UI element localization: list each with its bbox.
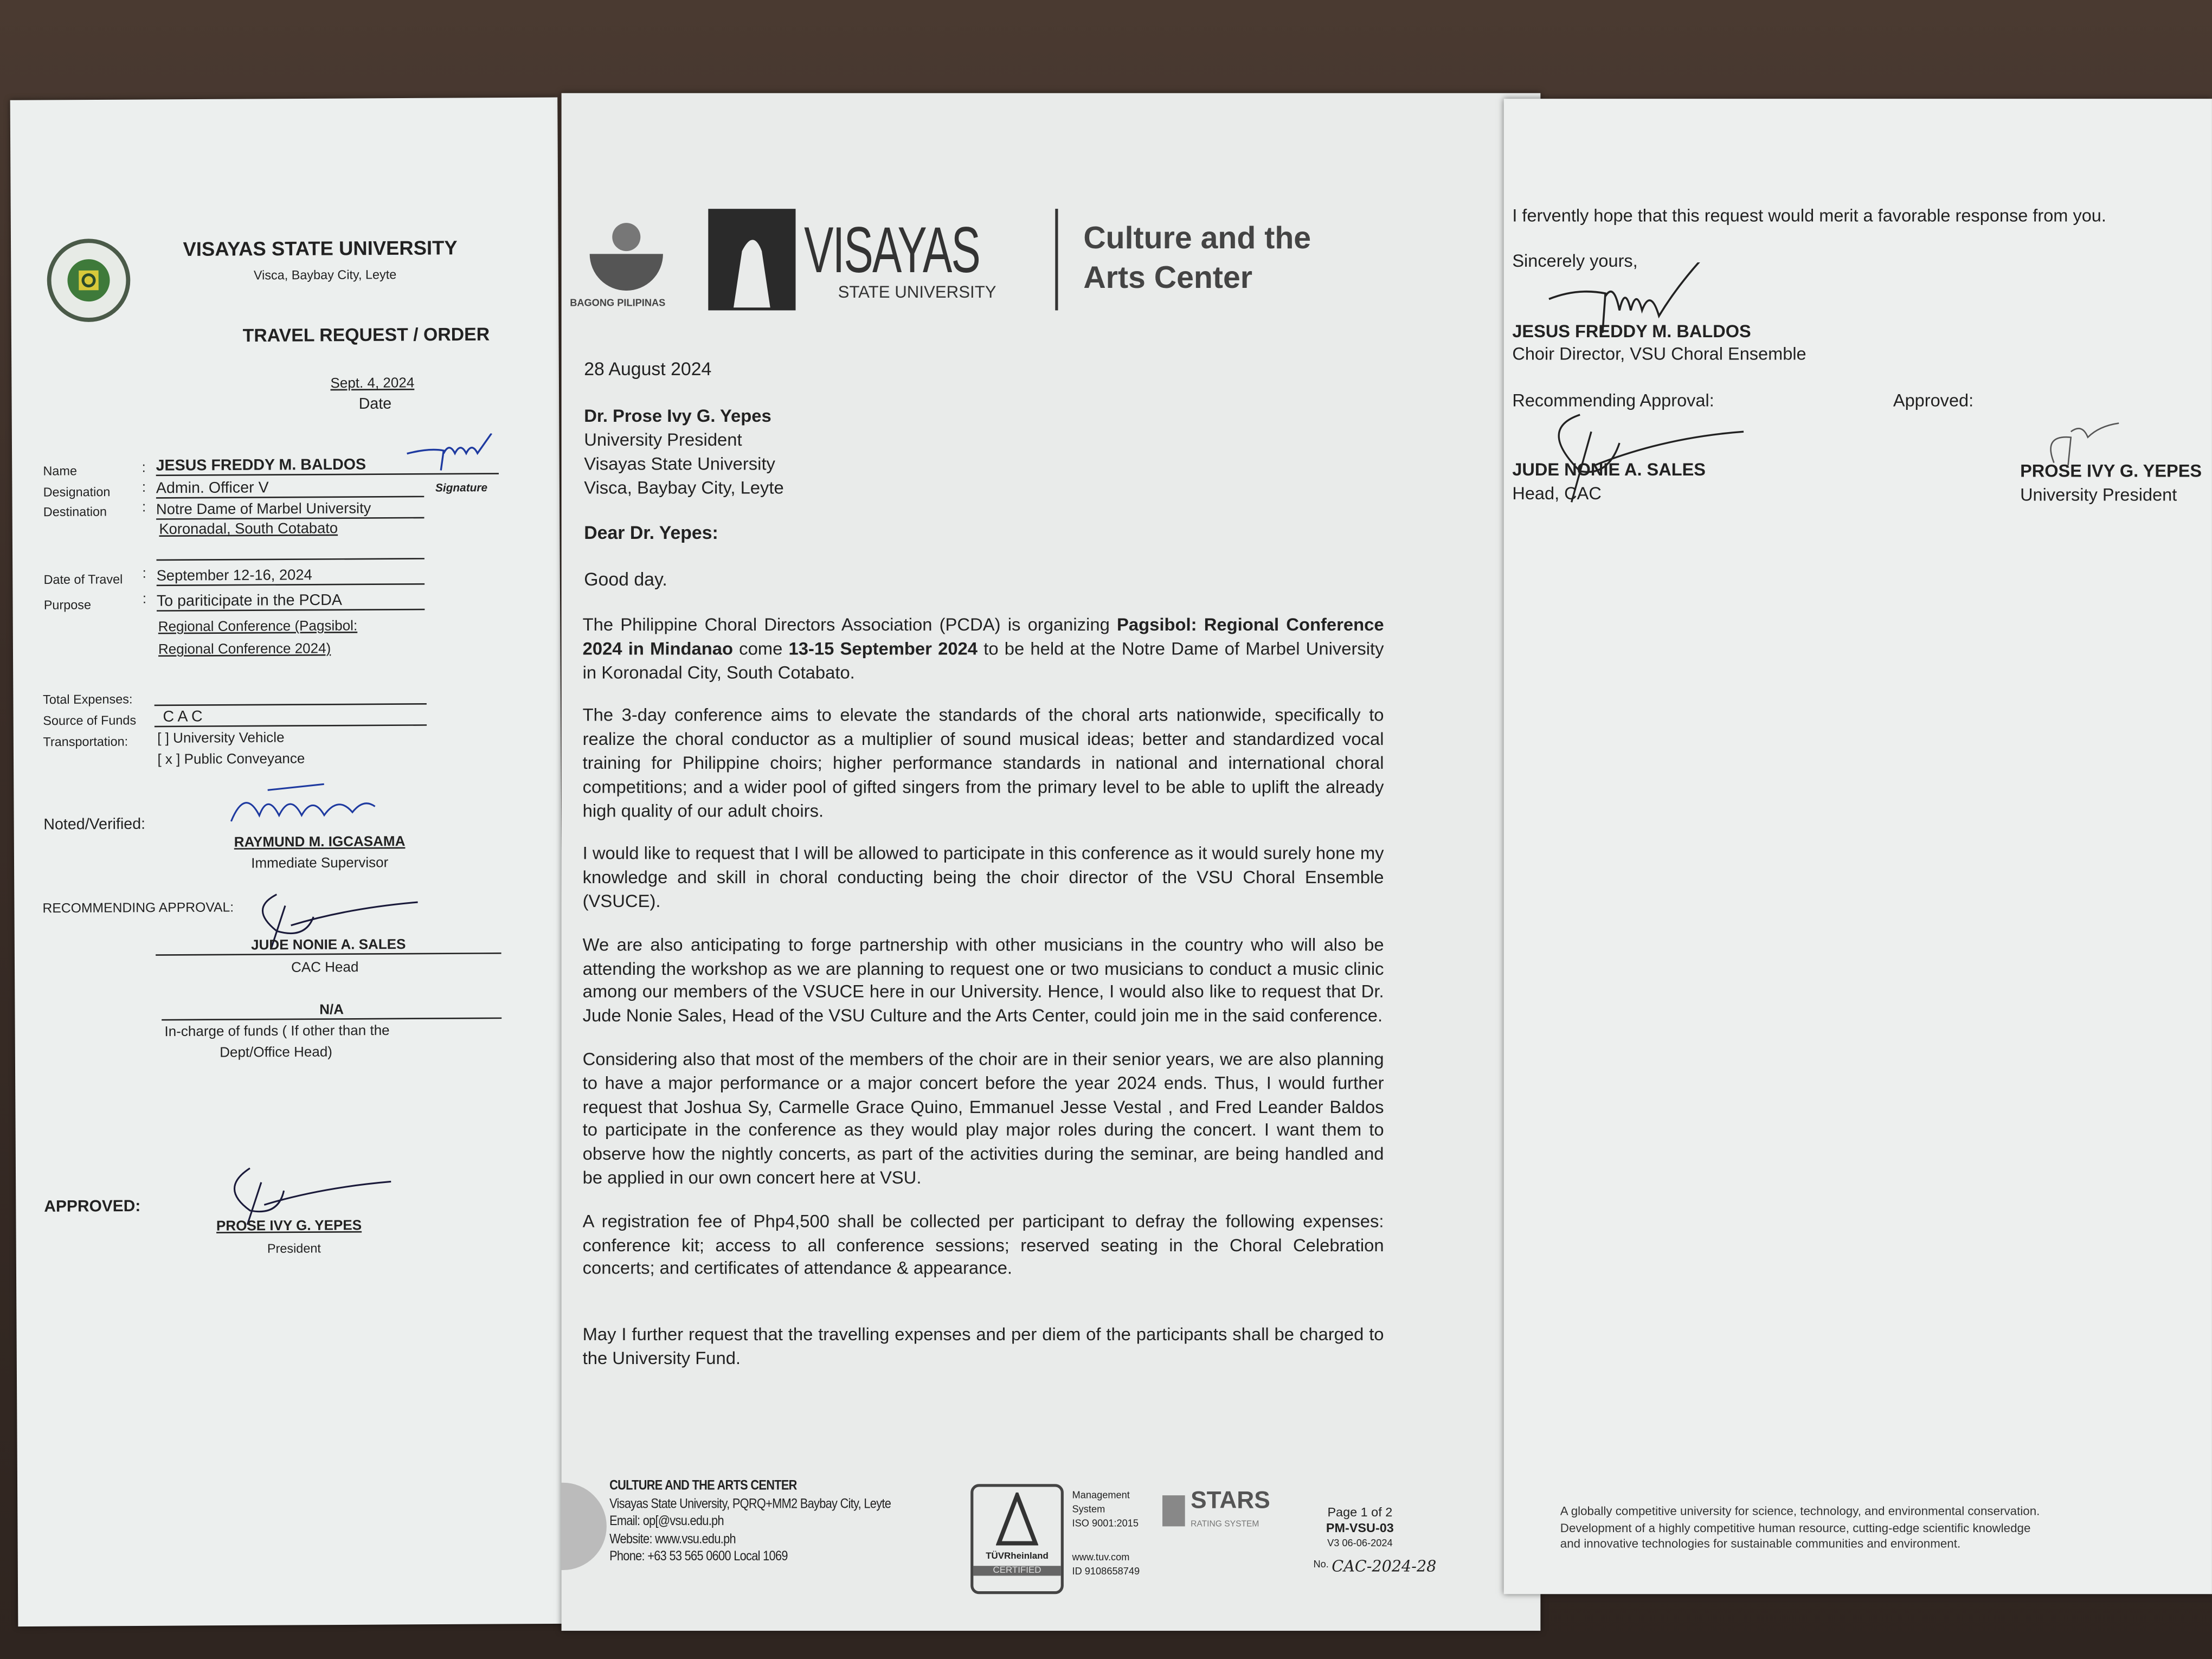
paragraph-4: We are also anticipating to forge partnership with other musicians in the country who will also be attending the workshop as we are planning to request one or two musicians to conduct a music clinic among our members of the VSUCE here in our University. Hence, I would also like to request that Dr. Jude Nonie Sales, Head of the VSU Culture and the Arts Center, could join me in the said conference. <box>582 935 1384 1026</box>
destination-label: Destination <box>43 504 107 519</box>
ms-line: Management <box>1072 1491 1130 1501</box>
control-number-label: No. <box>1313 1560 1329 1571</box>
source-of-funds-value: C A C <box>155 708 427 727</box>
page-number: Page 1 of 2 <box>1327 1505 1393 1520</box>
vsu-mission-footer <box>1560 1504 2040 1553</box>
mission-line: Development of a highly competitive human resource, cutting-edge scientific knowledge <box>1560 1520 2031 1534</box>
date-label: Date <box>358 396 392 413</box>
mission-line: A globally competitive university for science, technology, and environmental conservation. <box>1560 1503 2040 1518</box>
form-title: TRAVEL REQUEST / ORDER <box>242 323 490 346</box>
stars-sublabel: RATING SYSTEM <box>1191 1520 1259 1529</box>
qs-logo <box>1162 1495 1185 1526</box>
travel-date-label: Date of Travel <box>43 572 123 587</box>
visayas-wordmark: VISAYAS <box>804 213 980 287</box>
blank-line <box>156 538 425 561</box>
transportation-label: Transportation: <box>43 734 128 749</box>
recommender-name-2: JUDE NONIE A. SALES <box>1512 460 1706 480</box>
approver-signature-2 <box>2040 412 2138 468</box>
bagong-pilipinas-text: BAGONG PILIPINAS <box>570 299 666 309</box>
recipient-name: Dr. Prose Ivy G. Yepes <box>584 406 771 426</box>
author-title: Choir Director, VSU Choral Ensemble <box>1512 344 1806 364</box>
letter-date: 28 August 2024 <box>584 358 712 380</box>
name-label: Name <box>43 464 78 478</box>
approver-signature <box>222 1162 406 1227</box>
purpose-label: Purpose <box>43 597 92 613</box>
footer-address: Visayas State University, PQRQ+MM2 Baybay City, Leyte <box>609 1496 891 1512</box>
university-address: Visca, Baybay City, Leyte <box>253 267 397 282</box>
bagong-pilipinas-logo <box>581 211 672 291</box>
greeting: Good day. <box>584 568 667 590</box>
recommender-name: JUDE NONIE A. SALES <box>156 937 501 956</box>
request-date: Sept. 4, 2024 <box>330 376 415 392</box>
purpose-line3: Regional Conference 2024) <box>158 641 331 658</box>
funds-incharge-label-1: In-charge of funds ( If other than the <box>164 1024 390 1040</box>
approver-title: President <box>267 1241 321 1256</box>
supervisor-name: RAYMUND M. IGCASAMA <box>234 834 406 851</box>
colon: : <box>142 460 146 477</box>
transport-public-conveyance: [ x ] Public Conveyance <box>157 751 305 768</box>
paragraph-5: Considering also that most of the members of the choir are in their senior years, we are also planning to have a major performance or a major concert before the year 2024 ends. Thus, I would further request that Joshua Sy, Carmelle Grace Quino, Emmanuel Jesse Vestal , and Fred Leander Baldos to participate in the conference as they would play major roles during the concert. I want them to observe how the nightly concerts, as part of the activities during the seminar, are being handled and be applied in our own concert here at VSU. <box>582 1049 1384 1188</box>
recipient-block <box>584 405 784 501</box>
center-name-line2: Arts Center <box>1083 259 1253 295</box>
form-version: V3 06-06-2024 <box>1327 1539 1393 1549</box>
tuv-certified-badge <box>970 1484 1064 1594</box>
paragraph-1: The Philippine Choral Directors Association (PCDA) is organizing Pagsibol: Regional Conference 2024 in Mindanao come 13-15 September 2024 to be held at the Notre Dame of Marbel University in Koronadal City, South Cotabato. <box>582 615 1384 683</box>
paragraph-2: The 3-day conference aims to elevate the standards of the choral arts nationwide, specifically to realize the choral conductor as a multiplier of sound musical ideas; better and standardized vocal training for Philippine choirs; higher performance standards in national and international choral competitions; and a wider pool of gifted singers from the primary level to be able to uplift the already high quality of our adult choirs. <box>582 706 1384 821</box>
approver-name-2: PROSE IVY G. YEPES <box>2020 461 2202 481</box>
footer-website: Website: www.vsu.edu.ph <box>609 1531 736 1547</box>
purpose-line1: To pariticipate in the PCDA <box>157 592 425 612</box>
management-system-info <box>1072 1490 1140 1580</box>
letter-body <box>583 614 1384 1391</box>
colon: : <box>142 480 146 496</box>
footer-phone: Phone: +63 53 565 0600 Local 1069 <box>609 1548 788 1565</box>
footer-email: Email: op[@vsu.edu.ph <box>609 1513 724 1529</box>
designation-label: Designation <box>43 485 111 499</box>
approved-label-2: Approved: <box>1893 390 1974 411</box>
designation-value: Admin. Officer V <box>156 479 425 498</box>
destination-line1: Notre Dame of Marbel University <box>156 500 425 519</box>
paragraph-3: I would like to request that I will be allowed to participate in this conference as it would surely hone my knowledge and skill in choral conducting being the choir director of the VSU Choral Ensemble (VSUCE). <box>582 844 1384 911</box>
funds-incharge-value: N/A <box>162 1002 501 1021</box>
colon: : <box>142 566 146 582</box>
salutation: Dear Dr. Yepes: <box>584 522 718 543</box>
recommender-title-2: Head, CAC <box>1512 484 1602 504</box>
ms-line: ISO 9001:2015 <box>1072 1519 1139 1529</box>
control-number-value: CAC-2024-28 <box>1332 1557 1437 1576</box>
travel-order-document <box>10 98 565 1627</box>
ms-line: System <box>1072 1505 1105 1515</box>
approver-name: PROSE IVY G. YEPES <box>216 1218 362 1235</box>
recipient-org: Visayas State University <box>584 454 775 474</box>
center-name-line1: Culture and the <box>1083 220 1311 255</box>
cac-seal-logo <box>562 1483 607 1570</box>
page-info <box>1326 1505 1394 1552</box>
tuv-triangle-icon <box>996 1493 1038 1549</box>
approver-title-2: University President <box>2020 485 2177 505</box>
travel-date-value: September 12-16, 2024 <box>157 567 425 586</box>
footer-contact <box>609 1478 891 1567</box>
total-expenses-label: Total Expenses: <box>43 692 133 707</box>
recommender-title: CAC Head <box>291 960 359 976</box>
state-university-wordmark: STATE UNIVERSITY <box>838 282 996 302</box>
applicant-signature <box>401 433 500 476</box>
footer-org: CULTURE AND THE ARTS CENTER <box>609 1478 797 1494</box>
ms-line: www.tuv.com <box>1072 1553 1130 1564</box>
vsu-seal-logo <box>39 238 138 323</box>
request-letter-page-2 <box>1504 99 2212 1594</box>
request-letter-page-1 <box>562 93 1541 1631</box>
supervisor-title: Immediate Supervisor <box>251 856 389 872</box>
closing-line: I fervently hope that this request would merit a favorable response from you. <box>1512 205 2106 226</box>
recipient-address: Visca, Baybay City, Leyte <box>584 478 784 498</box>
destination-line2: Koronadal, South Cotabato <box>159 520 338 538</box>
university-name: VISAYAS STATE UNIVERSITY <box>183 236 458 260</box>
colon: : <box>142 591 147 608</box>
noted-label: Noted/Verified: <box>43 816 146 834</box>
supervisor-signature <box>226 781 395 832</box>
author-name: JESUS FREDDY M. BALDOS <box>1512 321 1751 342</box>
stars-label: STARS <box>1191 1487 1270 1514</box>
transport-university-vehicle: [ ] University Vehicle <box>157 730 285 747</box>
mission-line: and innovative technologies for sustainable communities and environment. <box>1560 1536 1961 1551</box>
total-expenses-value <box>155 685 427 706</box>
source-of-funds-label: Source of Funds <box>43 713 137 728</box>
vsu-arts-logo <box>708 209 795 310</box>
approved-label: APPROVED: <box>44 1198 141 1216</box>
funds-incharge-label-2: Dept/Office Head) <box>220 1045 333 1062</box>
ms-line: ID 9108658749 <box>1072 1567 1140 1578</box>
recipient-title: University President <box>584 430 742 451</box>
colon: : <box>142 500 146 516</box>
tuv-brand: TÜVRheinland <box>986 1552 1049 1562</box>
form-code: PM-VSU-03 <box>1326 1520 1394 1535</box>
purpose-line2: Regional Conference (Pagsibol: <box>158 619 358 636</box>
paragraph-7: May I further request that the travelling expenses and per diem of the participants shall be charged to the University Fund. <box>582 1324 1384 1368</box>
header-divider <box>1055 209 1058 310</box>
paragraph-6: A registration fee of Php4,500 shall be collected per participant to defray the following expenses: conference kit; access to all conference sessions; reserved seating in the Choral Celebration concerts; and certificates of attendance & appearance. <box>582 1211 1384 1279</box>
name-value: JESUS FREDDY M. BALDOS <box>156 456 499 476</box>
tuv-certified-label: CERTIFIED <box>973 1566 1060 1576</box>
recommending-label: RECOMMENDING APPROVAL: <box>42 900 234 917</box>
recommending-approval-label: Recommending Approval: <box>1512 390 1714 411</box>
sincerely: Sincerely yours, <box>1512 251 1638 271</box>
signature-label: Signature <box>435 481 488 494</box>
